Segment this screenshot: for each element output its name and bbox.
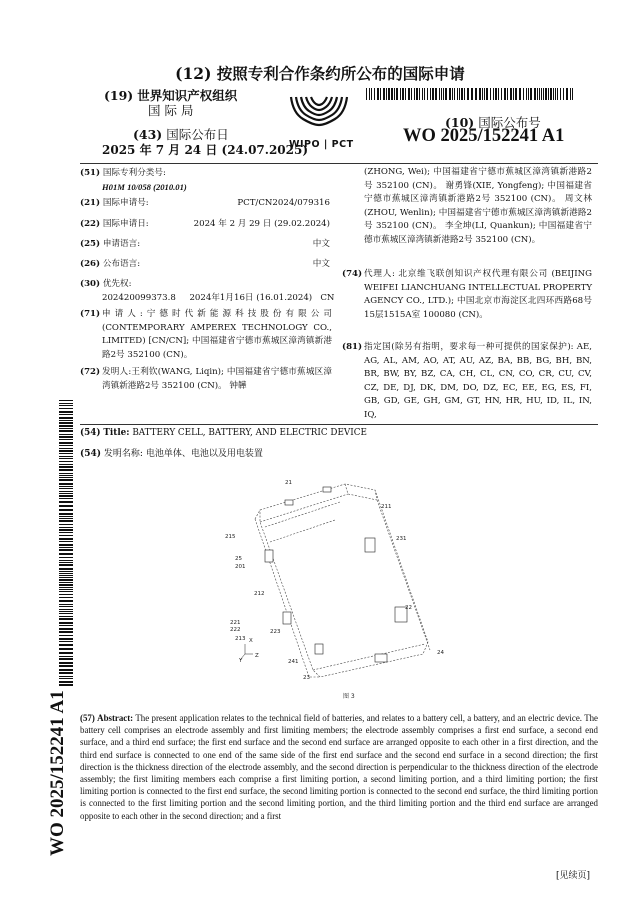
field-81: (81) 指定国(除另有指明，要求每一种可提供的国家保护): AE, AG, AL, AM, AO, AT, AU, AZ, BA, BB, BG, BH, BN, BR, BW, BY, BZ, CA, CH, CL, CN, CO, CR, CU, CV, CZ, DE, DJ, DK, DM, DO, DZ, EC, EE, EG, ES, FI, GB, GD, GE, GH, GM, GT, HN, HR, HU, ID, IL, IN, IQ, (342, 342, 592, 420)
figure-label: 231 (396, 536, 407, 542)
figure-label: X (249, 638, 253, 644)
figure-label: 21 (285, 480, 292, 486)
figure-label: 222 (230, 627, 241, 633)
barcode-bar (59, 686, 73, 687)
pubno-label: 国际公布号 (478, 115, 541, 130)
figure-label: 22 (405, 605, 412, 611)
pubdate-value: 2025 年 7 月 24 日 (24.07.2025) (102, 143, 309, 157)
figure-label: 221 (230, 620, 241, 626)
inventors-continued: (ZHONG, Wei); 中国福建省宁德市蕉城区漳湾镇新港路2号 352100 (CN)。 谢勇锋(XIE, Yongfeng); 中国福建省宁德市蕉城区漳湾镇新港路2号 352100 (CN)。 周文林(ZHOU, Wenlin); 中国福建省宁德市蕉城区漳湾镇新港路2号 352100 (CN)。 李全坤(LI, Quankun); 中国福建省宁德市蕉城区漳湾镇新港路2号 352100 (CN)。 (364, 167, 592, 245)
pubdate-label: 国际公布日 (166, 127, 229, 142)
pubdate-code: (43) (133, 127, 163, 142)
title-english: (54) Title: BATTERY CELL, BATTERY, AND ELECTRIC DEVICE (80, 428, 367, 438)
abstract: (57) Abstract: The present application relates to the technical field of batteries, and relates to a battery cell, a battery, and an electric device. The battery cell comprises an electrode assembly and first limiting members; the electrode assembly comprises a first end surface, a second end surface, and a third end surface; the first end surface and the second end surface are arranged opposite to each other in a first direction, and the third end surface is connected to one end of the same side of the first end surface and the second end surface in a second direction; the first direction is the thickness direction of the electrode assembly, and the second direction is perpendicular to the thickness direction of the electrode assembly; the first limiting members each comprise a first limiting portion, a second limiting portion, and a third limiting portion; the first limiting portion is connected to the first end surface, the second limiting portion is connected to the second end surface, the third limiting portion is connected to the first limiting portion and the second limiting portion, and the third limiting portion and the third end surface are arranged opposite to each other in the second direction; and a first (80, 713, 598, 821)
pubno-value: WO 2025/152241 A1 (403, 126, 565, 146)
field-74: (74) 代理人: 北京维飞联创知识产权代理有限公司 (BEIJING WEIFEI LIANCHUANG INTELLECTUAL PROPERTY AGENCY CO., LTD.); 中国北京市海淀区北四环西路68号15层1515A室 100080 (CN)。 (342, 269, 592, 320)
figure-label: Y (239, 658, 243, 664)
figure-caption: 图 3 (343, 693, 355, 700)
figure-label: 25 (235, 556, 242, 562)
field-25: (25) 申请语言: 中文 (80, 239, 330, 249)
header-divider (80, 163, 598, 164)
field-26: (26) 公布语言: 中文 (80, 259, 330, 269)
figure-label: 211 (381, 504, 392, 510)
field-21: (21) 国际申请号: PCT/CN2024/079316 (80, 198, 330, 208)
figure-label: 213 (235, 636, 246, 642)
field-51: (51) 国际专利分类号: H01M 10/058 (2010.01) (80, 168, 187, 192)
figure-label: 215 (225, 534, 236, 540)
figure-label: 23 (303, 675, 310, 681)
figure-label: Z (255, 653, 259, 659)
wipo-pct-text: WIPO | PCT (289, 139, 354, 150)
org-name: 世界知识产权组织 (137, 88, 238, 103)
side-pubno: WO 2025/152241 A1 (47, 690, 68, 856)
field-30: (30) 优先权: 202420099373.8 2024年1月16日 (16.01.2024) CN (80, 279, 335, 303)
figure-label: 241 (288, 659, 299, 665)
wipo-logo (283, 93, 355, 143)
figure-label: 24 (437, 650, 444, 656)
title-divider (80, 424, 598, 425)
org-subtitle: 国 际 局 (148, 103, 194, 118)
figure-label: 201 (235, 564, 246, 570)
field-71: (71) 申请人:宁德时代新能源科技股份有限公司 (CONTEMPORARY AMPEREX TECHNOLOGY CO., LIMITED) [CN/CN]; 中国福建省宁德市蕉城区漳湾镇新港路2号 352100 (CN)。 (80, 309, 332, 360)
document-title: (12) 按照专利合作条约所公布的国际申请 (175, 64, 465, 83)
field-72: (72) 发明人:王利钦(WANG, Liqin); 中国福建省宁德市蕉城区漳湾镇新港路2号 352100 (CN)。 钟韡 (80, 367, 332, 391)
field-22: (22) 国际申请日: 2024 年 2 月 29 日 (29.02.2024) (80, 219, 330, 229)
battery-cell-figure (225, 472, 470, 702)
continue-note: [见续页] (556, 871, 591, 881)
side-barcode (59, 400, 73, 700)
barcode-bar (573, 88, 575, 100)
org-code: (19) (104, 88, 134, 103)
top-barcode (366, 88, 578, 100)
figure-label: 212 (254, 591, 265, 597)
pubno-code: (10) (445, 115, 475, 130)
figure-label: 223 (270, 629, 281, 635)
title-chinese: (54) 发明名称: 电池单体、电池以及用电装置 (80, 449, 263, 459)
